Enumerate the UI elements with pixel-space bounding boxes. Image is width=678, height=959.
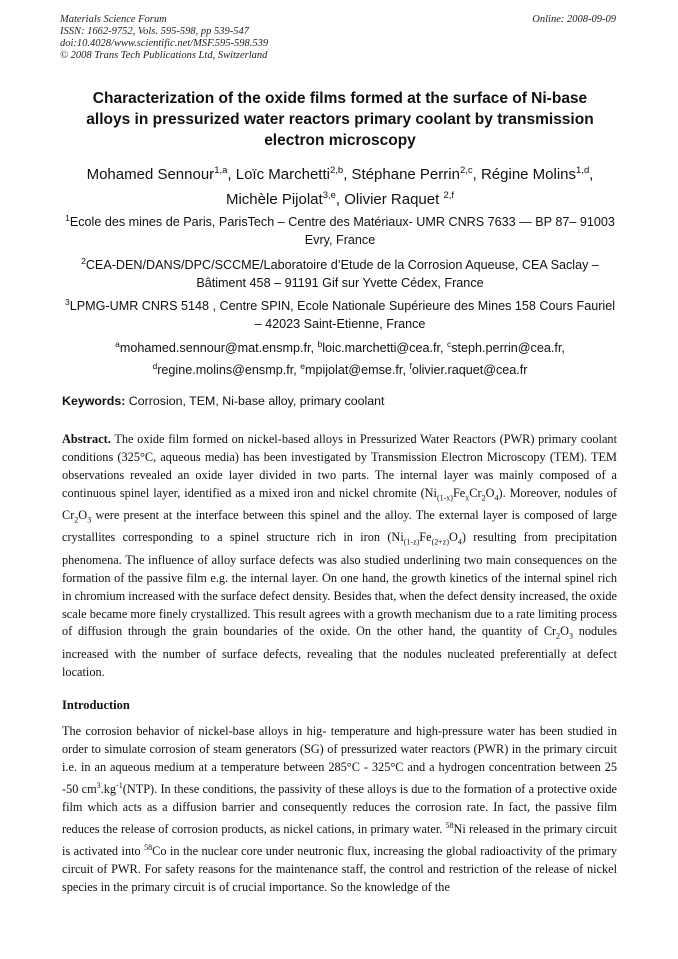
email-sup: c [447,339,452,349]
intro-text: .kg [100,781,117,796]
abstract-text: O [78,508,88,523]
affiliation-sup: 3 [65,297,70,307]
author-list: Mohamed Sennour$^{1,a}$, Loïc Marchetti$^{2,b}$, Stéphane Perrin$^{2,c}$, Régine Molins$^{1,d}$, Michèle Pijolat$^{3,e}$, Olivier Raquet $^{2,f}$ [86,165,594,208]
email-address: olivier.raquet@cea.fr [411,363,528,378]
affiliation-2 [60,252,620,292]
subscript: 3 [87,515,92,525]
email-sup: b [317,339,323,349]
subscript: 3 [569,631,574,641]
abstract-text: Cr [469,485,482,500]
intro-text: Co in the nuclear core under neutronic flux, increasing the global radioactivity of the primary circuit of PWR. For safety reasons for the maintenance staff, the control and restriction of the release of nickel species in the primary circuit is of crucial importance. So the knowledge of the [62,843,617,894]
abstract-label: Abstract. [62,432,111,446]
email-address: mohamed.sennour@mat.ensmp.fr [119,341,311,356]
subscript: 4 [494,493,499,503]
affiliation-sup: 1 [65,213,70,223]
email-address: steph.perrin@cea.fr [451,341,562,356]
subscript: (1-z) [403,537,420,547]
affiliation-text: Ecole des mines de Paris, ParisTech – Centre des Matériaux- UMR CNRS 7633 — BP 87– 91003 Evry, France [69,215,615,248]
doi-line: doi:10.4028/www.scientific.net/MSF.595-598.539 [60,38,269,49]
journal-header [60,14,616,62]
abstract-text: ) resulting from precipitation phenomena. The influence of alloy surface defects was also studied underlining two main consequences on the formation of the passive film e.g. the internal layer. On one hand, the growth kinetics of the internal spinel rich in chromium increased with the surface defect density. Besides that, when the defect density increased, the oxide scale became more finely crystallized. This result agrees with a growth mechanism due to a rate limiting process of diffusion through the grain boundaries of the oxide. On the other hand, the quantity of Cr [62,530,617,639]
abstract-text: were present at the interface between this spinel and the alloy. The external layer is composed of large crystallites corresponding to a spinel structure rich in iron (Ni [62,508,617,545]
paper-title: Characterization of the oxide films formed at the surface of Ni-base alloys in pressurized water reactors primary coolant by transmission electron microscopy [86,90,594,149]
subscript: (2+z) [431,537,449,547]
superscript: 58 [144,842,153,852]
subscript: 2 [74,515,79,525]
abstract-text: O [560,624,570,639]
email-sup: e [300,361,305,372]
email-address: mpijolat@emse.fr [304,363,403,378]
author-name: Michèle Pijolat [225,191,323,208]
keywords-text: Corrosion, TEM, Ni-base alloy, primary coolant [125,394,385,408]
email-address: loic.marchetti@cea.fr [322,341,440,356]
affiliation-sup: 2 [81,256,86,266]
superscript: 58 [445,820,454,830]
author-sup: 2,f [443,190,455,201]
intro-text: Ni released in the primary circuit is activated into [62,821,617,858]
abstract-text: Fe [452,485,466,500]
author-sup: 2,c [459,165,473,176]
affiliation-text: LPMG-UMR CNRS 5148 , Centre SPIN, Ecole Nationale Supérieure des Mines 158 Cours Fauriel – 42023 Saint-Etienne, France [69,299,615,332]
author-name: Régine Molins [480,166,577,183]
author-sup: 1,d [576,165,590,176]
subscript: 2 [481,493,486,503]
email-sup: a [115,339,120,349]
introduction-paragraph [62,723,617,896]
author-name: Olivier Raquet [344,191,440,208]
affiliation-1 [60,209,620,249]
superscript: -1 [116,780,123,790]
intro-text: The corrosion behavior of nickel-base alloys in hig- temperature and high-pressure water has been studied in order to simulate corrosion of steam generators (SG) of pressurized water reactors (PWR) in the primary circuit i.e. in an aqueous medium at a temperature between 285°C - 325°C and a hydrogen concentration between 25 -50 cm [62,724,617,796]
abstract-text: O [485,485,495,500]
subscript: 4 [457,537,462,547]
abstract-paragraph [62,431,617,682]
subscript: 2 [556,631,561,641]
superscript: 3 [96,780,101,790]
subscript: x [465,493,470,503]
author-name: Loïc Marchetti [235,166,330,183]
affiliation-text: CEA-DEN/DANS/DPC/SCCME/Laboratoire d’Etude de la Corrosion Aqueuse, CEA Saclay – Bâtiment 458 – 91191 Gif sur Yvette Cédex, France [85,258,599,291]
keywords-label: Keywords: [62,394,126,408]
author-name: Mohamed Sennour [86,166,215,183]
subscript: (1-x) [436,493,453,503]
keywords-line [62,392,618,410]
abstract-text: ). Moreover, nodules of Cr [62,485,617,523]
abstract-text: nodules increased with the number of surface defects, revealing that the nodules nucleated preferentially at defect location. [62,624,617,679]
abstract-text: The oxide film formed on nickel-based alloys in Pressurized Water Reactors (PWR) primary coolant conditions (325°C, aqueous media) has been investigated by Transmission Electron Microscopy (TEM). TEM observations revealed an oxide layer divided in two parts. The internal layer was mainly composed of a continuous spinel layer, identified as a mixed iron and nickel chromite (Ni [62,432,617,500]
author-sup: 1,a [214,165,228,176]
author-sup: 2,b [329,165,344,176]
intro-text: (NTP). In these conditions, the passivity of these alloys is due to the formation of a protective oxide film which acts as a diffusion barrier and consequently reduces the corrosion rate. In fact, the passive film reduces the release of corrosion products, as nickel cations, in primary water. [62,781,617,836]
email-list: $^a$mohamed.sennour@mat.ensmp.fr, $^b$loic.marchetti@cea.fr, $^c$steph.perrin@cea.fr, $^d$regine.molins@ensmp.fr, $^e$mpijolat@emse.fr, $^f$olivier.raquet@cea.fr [115,339,565,378]
author-name: Stéphane Perrin [351,166,460,183]
abstract-text: O [448,530,458,545]
email-sup: f [409,361,412,372]
journal-name: Materials Science Forum [60,14,167,25]
section-heading-introduction: Introduction [62,698,130,712]
email-address: regine.molins@ensmp.fr [157,363,294,378]
issn-line: ISSN: 1662-9752, Vols. 595-598, pp 539-547 [60,26,249,37]
author-sup: 3,e [322,190,336,201]
affiliation-3 [60,293,620,333]
abstract-text: Fe [419,530,432,545]
copyright-line: © 2008 Trans Tech Publications Ltd, Switzerland [60,50,268,61]
email-sup: d [152,361,158,372]
online-date: Online: 2008-09-09 [532,14,616,25]
